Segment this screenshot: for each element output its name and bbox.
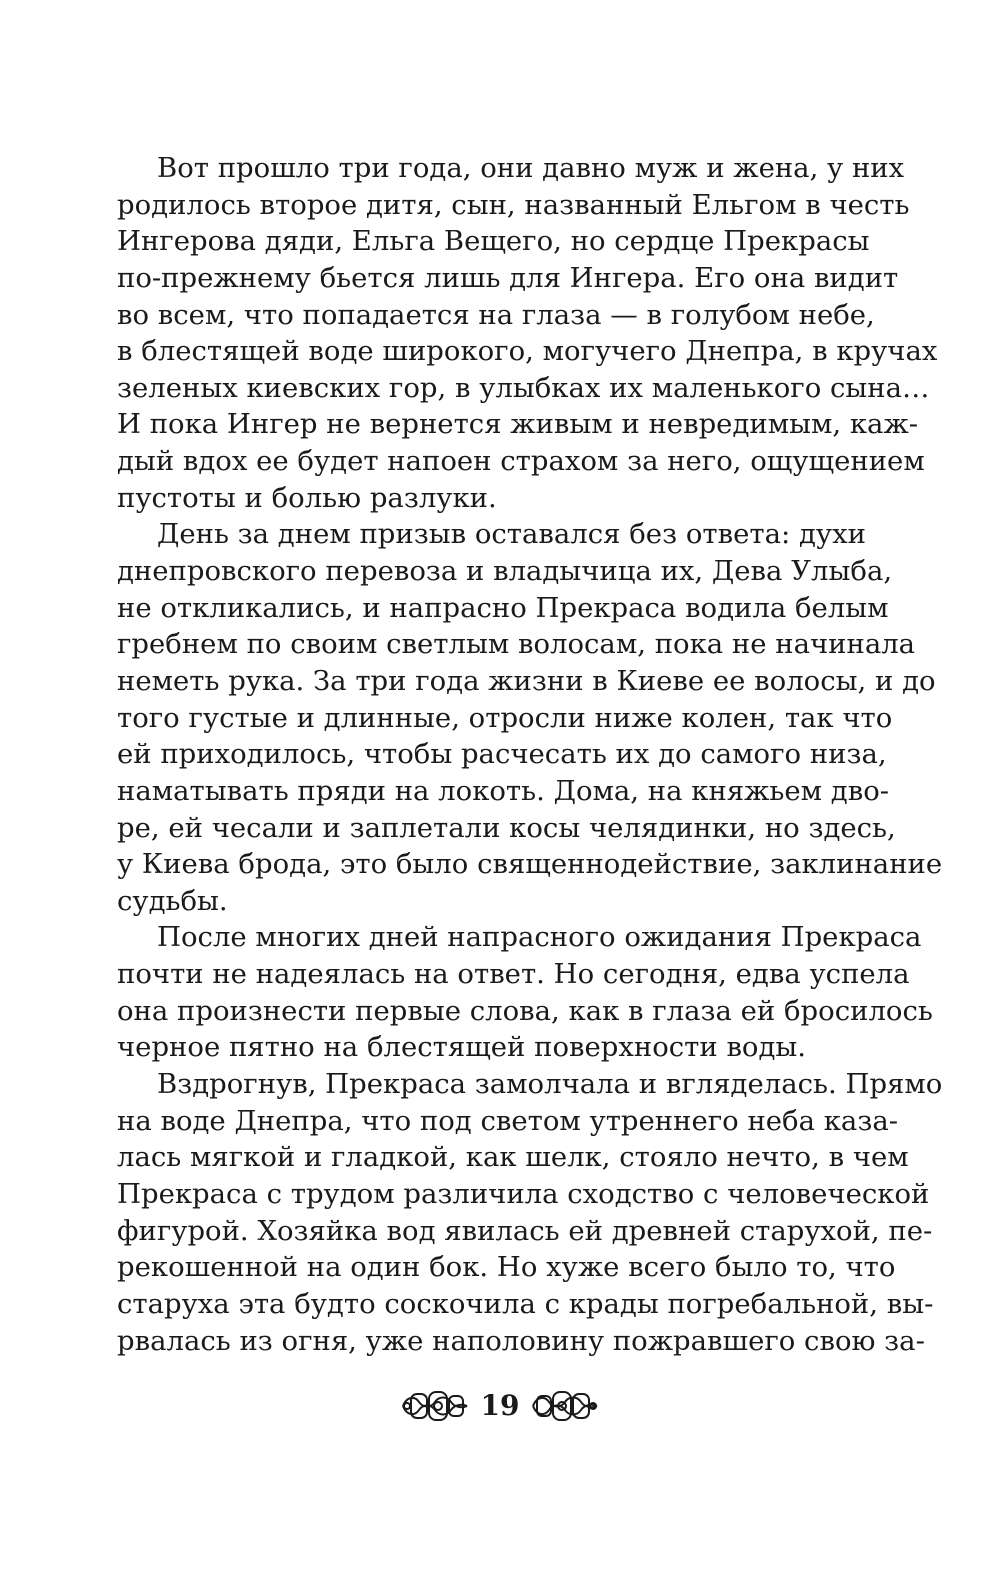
- text-line: днепровского перевоза и владычица их, Дева Улыба,: [117, 555, 893, 588]
- text-line: рекошенной на один бок. Но хуже всего было то, что: [117, 1251, 896, 1284]
- text-line: Вот прошло три года, они давно муж и жена, у них: [157, 152, 905, 184]
- text-line: неметь рука. За три года жизни в Киеве ее волосы, и до: [117, 664, 936, 697]
- text-line: ей приходилось, чтобы расчесать их до самого низа,: [117, 738, 887, 771]
- text-line: Ингерова дяди, Ельга Вещего, но сердце Прекрасы: [117, 225, 870, 258]
- text-line: пустоты и болью разлуки.: [117, 481, 497, 514]
- body-text: [117, 150, 943, 1359]
- celtic-knot-ornament-right-icon: [529, 1389, 601, 1423]
- text-line: по-прежнему бьется лишь для Ингера. Его она видит: [117, 261, 899, 294]
- text-line: ре, ей чесали и заплетали косы челядинки, но здесь,: [117, 811, 896, 844]
- text-line: зеленых киевских гор, в улыбках их маленького сына…: [117, 371, 930, 404]
- text-line: у Киева брода, это было священнодействие, заклинание: [117, 848, 943, 881]
- text-line: День за днем призыв оставался без ответа: духи: [157, 518, 866, 551]
- text-line: Вздрогнув, Прекраса замолчала и вгляделась. Прямо: [157, 1068, 943, 1101]
- text-line: почти не надеялась на ответ. Но сегодня, едва успела: [117, 958, 910, 991]
- text-line: на воде Днепра, что под светом утреннего неба каза-: [117, 1104, 899, 1137]
- text-line: гребнем по своим светлым волосам, пока не начинала: [117, 628, 916, 661]
- text-line: И пока Ингер не вернется живым и невредимым, каж-: [117, 408, 919, 441]
- celtic-knot-ornament-left-icon: [399, 1389, 471, 1423]
- text-line: наматывать пряди на локоть. Дома, на княжьем дво-: [117, 774, 890, 807]
- text-line: дый вдох ее будет напоен страхом за него, ощущением: [117, 445, 925, 478]
- page-folio: [0, 1384, 1000, 1428]
- text-line: лась мягкой и гладкой, как шелк, стояло нечто, в чем: [117, 1141, 909, 1174]
- text-line: она произнести первые слова, как в глаза ей бросилось: [117, 994, 933, 1027]
- page-number: 19: [480, 1389, 520, 1422]
- text-line: черное пятно на блестящей поверхности воды.: [117, 1031, 807, 1064]
- text-line: родилось второе дитя, сын, названный Ельгом в честь: [117, 188, 910, 221]
- text-line: старуха эта будто соскочила с крады погребальной, вы-: [117, 1287, 934, 1320]
- text-line: Прекраса с трудом различила сходство с человеческой: [117, 1177, 930, 1210]
- text-line: рвалась из огня, уже наполовину пожравшего свою за-: [117, 1324, 925, 1357]
- text-line: После многих дней напрасного ожидания Прекраса: [157, 921, 922, 954]
- text-line: того густые и длинные, отросли ниже колен, так что: [117, 701, 893, 734]
- text-line: не откликались, и напрасно Прекраса водила белым: [117, 591, 889, 624]
- text-line: фигурой. Хозяйка вод явилась ей древней старухой, пе-: [117, 1214, 933, 1247]
- text-line: судьбы.: [117, 884, 228, 917]
- text-line: в блестящей воде широкого, могучего Днепра, в кручах: [117, 335, 938, 368]
- text-line: во всем, что попадается на глаза — в голубом небе,: [117, 298, 875, 331]
